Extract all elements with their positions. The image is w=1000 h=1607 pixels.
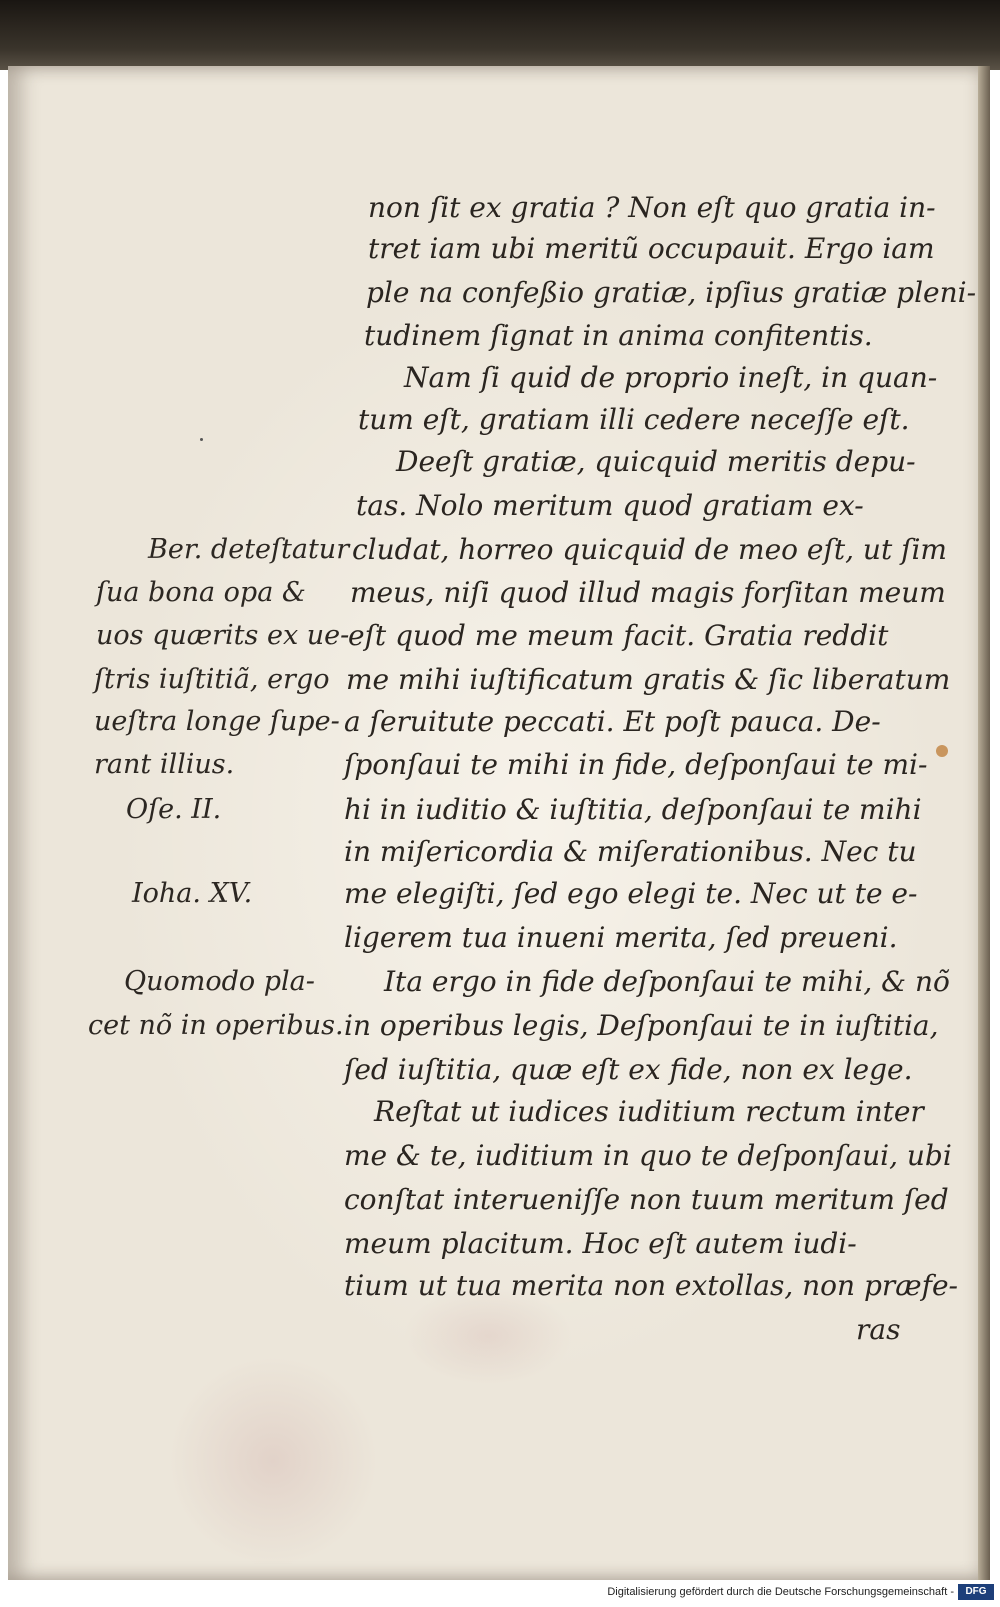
margin-note: Ioha. XV. [132, 878, 253, 909]
body-line: conſtat interueniſſe non tuum meritum ſed [344, 1183, 949, 1216]
body-line: meum placitum. Hoc eſt autem iudi- [344, 1227, 857, 1260]
body-line: ſed iuſtitia, quæ eſt ex fide, non ex lege. [344, 1053, 913, 1086]
body-line: Nam ſi quid de proprio ineſt, in quan- [404, 361, 938, 394]
body-line: ligerem tua inueni merita, ſed preueni. [344, 921, 898, 954]
body-line: me elegiſti, ſed ego elegi te. Nec ut te e- [344, 877, 918, 910]
margin-note: rant illius. [94, 749, 235, 780]
footer-credit: Digitalisierung gefördert durch die Deutsche Forschungsgemeinschaft - [607, 1586, 954, 1598]
margin-note: ueſtra longe ſupe- [94, 706, 340, 737]
body-line: Deeſt gratiæ, quicquid meritis depu- [396, 445, 916, 478]
footer-bar [0, 1580, 1000, 1607]
body-line: in miſericordia & miſerationibus. Nec tu [344, 835, 917, 868]
body-line: me mihi iuſtificatum gratis & ſic liberatum [346, 663, 951, 696]
page-edge [978, 66, 990, 1580]
margin-note: uos quærits ex ue- [96, 620, 350, 651]
body-line: ple na confeßio gratiæ, ipſius gratiæ pleni- [366, 276, 977, 309]
body-line: Ita ergo in fide deſponſaui te mihi, & nõ [384, 965, 950, 998]
body-line: a ſeruitute peccati. Et poſt pauca. De- [344, 705, 881, 738]
body-line: hi in iuditio & iuſtitia, deſponſaui te mihi [344, 793, 922, 826]
body-line: tum eſt, gratiam illi cedere neceſſe eſt. [358, 403, 910, 436]
margin-note: Quomodo pla- [124, 966, 315, 997]
body-line: tas. Nolo meritum quod gratiam ex- [356, 489, 864, 522]
body-line: ſponſaui te mihi in fide, deſponſaui te mi- [344, 748, 928, 781]
body-line: in operibus legis, Deſponſaui te in iuſtitia, [344, 1009, 939, 1042]
body-line: eſt quod me meum facit. Gratia reddit [348, 619, 889, 652]
margin-note: Oſe. II. [126, 794, 222, 825]
paper-stain [936, 745, 948, 757]
body-line: non ſit ex gratia ? Non eſt quo gratia in- [368, 191, 936, 224]
book-binding-edge [0, 0, 1000, 70]
body-line: tium ut tua merita non extollas, non præfe- [344, 1269, 958, 1302]
body-line: Reſtat ut iudices iuditium rectum inter [374, 1095, 924, 1128]
ink-speck [200, 438, 203, 441]
body-line: me & te, iuditium in quo te deſponſaui, ubi [344, 1139, 952, 1172]
body-line: cludat, horreo quicquid de meo eſt, ut ſim [352, 533, 947, 566]
catchword: ras [856, 1313, 901, 1346]
dfg-logo-icon: DFG [958, 1584, 994, 1600]
body-line: tudinem ſignat in anima confitentis. [364, 319, 873, 352]
margin-note: cet nõ in operibus. [88, 1010, 344, 1041]
margin-note: Ber. deteſtatur [148, 534, 350, 565]
body-line: tret iam ubi meritũ occupauit. Ergo iam [368, 232, 935, 265]
body-line: meus, niſi quod illud magis forſitan meum [350, 576, 946, 609]
margin-note: ſua bona opa & [96, 577, 306, 608]
margin-note: ſtris iuſtitiã, ergo [94, 664, 330, 695]
